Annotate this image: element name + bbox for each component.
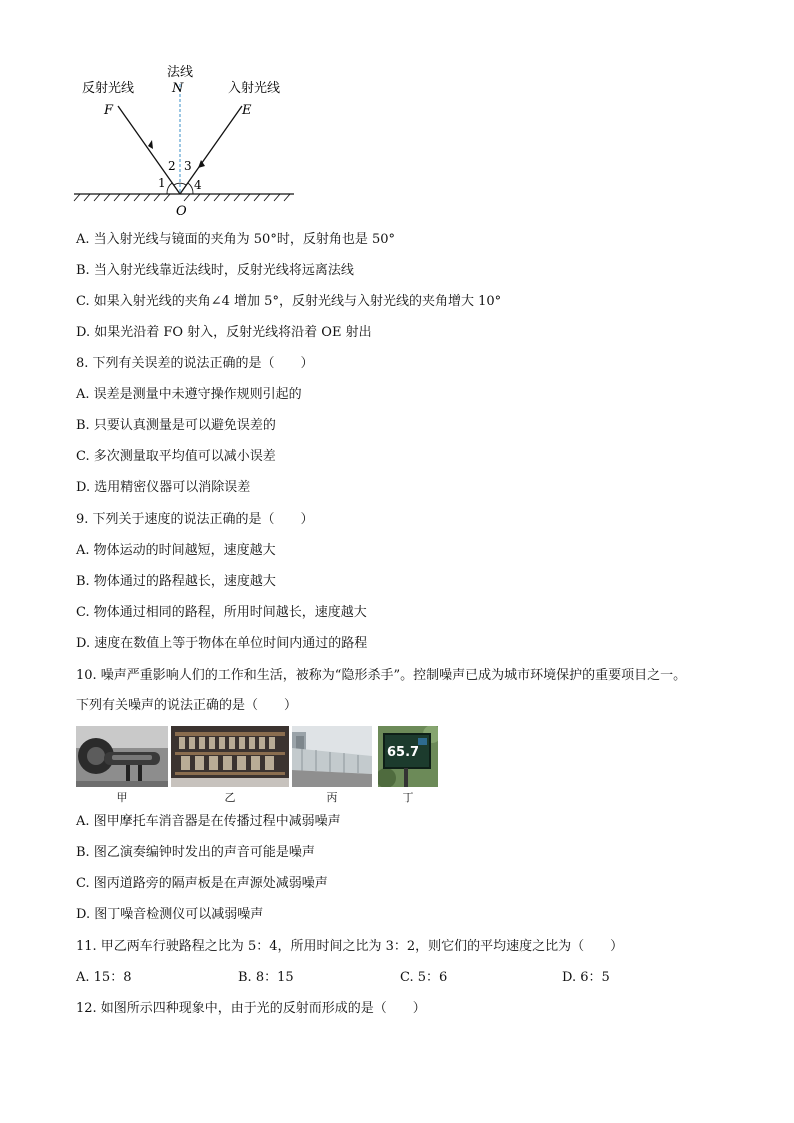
- q10-stem-line2: 下列有关噪声的说法正确的是（ ）: [76, 698, 298, 713]
- point-o-label: O: [176, 204, 187, 219]
- q11-stem: 11. 甲乙两车行驶路程之比为 5：4，所用时间之比为 3：2，则它们的平均速度之比为（ ）: [76, 939, 624, 954]
- incident-ray: [180, 106, 242, 194]
- reflection-diagram: [70, 58, 310, 220]
- q7-option-d: D. 如果光沿着 FO 射入，反射光线将沿着 OE 射出: [76, 325, 372, 340]
- photo-noise-meter: [378, 726, 438, 787]
- point-f-label: F: [104, 103, 114, 118]
- photo-chime-bells: [171, 726, 289, 787]
- q10-option-d: D. 图丁噪音检测仪可以减弱噪声: [76, 907, 264, 922]
- q7-option-a: A. 当入射光线与镜面的夹角为 50°时，反射角也是 50°: [76, 232, 396, 247]
- q10-option-b: B. 图乙演奏编钟时发出的声音可能是噪声: [76, 845, 315, 860]
- q9-stem: 9. 下列关于速度的说法正确的是（ ）: [76, 512, 314, 527]
- q9-option-c: C. 物体通过相同的路程，所用时间越长，速度越大: [76, 605, 367, 620]
- angle-3-label: 3: [184, 159, 192, 173]
- point-n-label: N: [172, 81, 184, 96]
- caption-bing: 丙: [326, 791, 338, 804]
- q10-photo-strip: [76, 726, 448, 804]
- q10-stem-line1: 10. 噪声严重影响人们的工作和生活，被称为“隐形杀手”。控制噪声已成为城市环境保护的重要项目之一。: [76, 668, 687, 683]
- meter-reading: 65.7: [387, 745, 420, 760]
- reflected-arrow-icon: [148, 140, 153, 149]
- q9-option-d: D. 速度在数值上等于物体在单位时间内通过的路程: [76, 636, 368, 651]
- q12-stem: 12. 如图所示四种现象中，由于光的反射而形成的是（ ）: [76, 1001, 426, 1016]
- q10-option-a: A. 图甲摩托车消音器是在传播过程中减弱噪声: [76, 814, 341, 829]
- photo-sound-barrier: [292, 726, 372, 787]
- q8-option-b: B. 只要认真测量是可以避免误差的: [76, 418, 276, 433]
- q7-option-c: C. 如果入射光线的夹角∠4 增加 5°，反射光线与入射光线的夹角增大 10°: [76, 294, 502, 309]
- q11-option-d: D. 6：5: [562, 970, 610, 985]
- normal-label: 法线: [166, 65, 194, 80]
- angle-1-label: 1: [158, 176, 166, 190]
- photo-motorcycle-muffler: [76, 726, 168, 787]
- q8-option-d: D. 选用精密仪器可以消除误差: [76, 480, 251, 495]
- incident-ray-label: 入射光线: [228, 81, 281, 96]
- q11-option-c: C. 5：6: [400, 970, 448, 985]
- angle-2-label: 2: [168, 159, 176, 173]
- reflected-ray-label: 反射光线: [82, 81, 135, 96]
- angle-4-label: 4: [194, 178, 202, 192]
- q8-option-a: A. 误差是测量中未遵守操作规则引起的: [76, 387, 302, 402]
- q8-option-c: C. 多次测量取平均值可以减小误差: [76, 449, 276, 464]
- angle-arc-4: [188, 183, 193, 194]
- angle-arc-1: [167, 183, 172, 194]
- point-e-label: E: [242, 103, 252, 118]
- mirror-hatching: [74, 194, 290, 201]
- incident-arrow-icon: [198, 160, 205, 168]
- caption-jia: 甲: [116, 791, 128, 804]
- q7-option-b: B. 当入射光线靠近法线时，反射光线将远离法线: [76, 263, 354, 278]
- q9-option-b: B. 物体通过的路程越长，速度越大: [76, 574, 276, 589]
- q8-stem: 8. 下列有关误差的说法正确的是（ ）: [76, 356, 314, 371]
- reflection-diagram-svg: [70, 58, 310, 220]
- q11-option-a: A. 15：8: [76, 970, 132, 985]
- caption-ding: 丁: [402, 791, 414, 804]
- caption-yi: 乙: [224, 791, 236, 804]
- q11-option-b: B. 8：15: [238, 970, 294, 985]
- q10-option-c: C. 图丙道路旁的隔声板是在声源处减弱噪声: [76, 876, 328, 891]
- q9-option-a: A. 物体运动的时间越短，速度越大: [76, 543, 276, 558]
- reflected-ray: [118, 106, 180, 194]
